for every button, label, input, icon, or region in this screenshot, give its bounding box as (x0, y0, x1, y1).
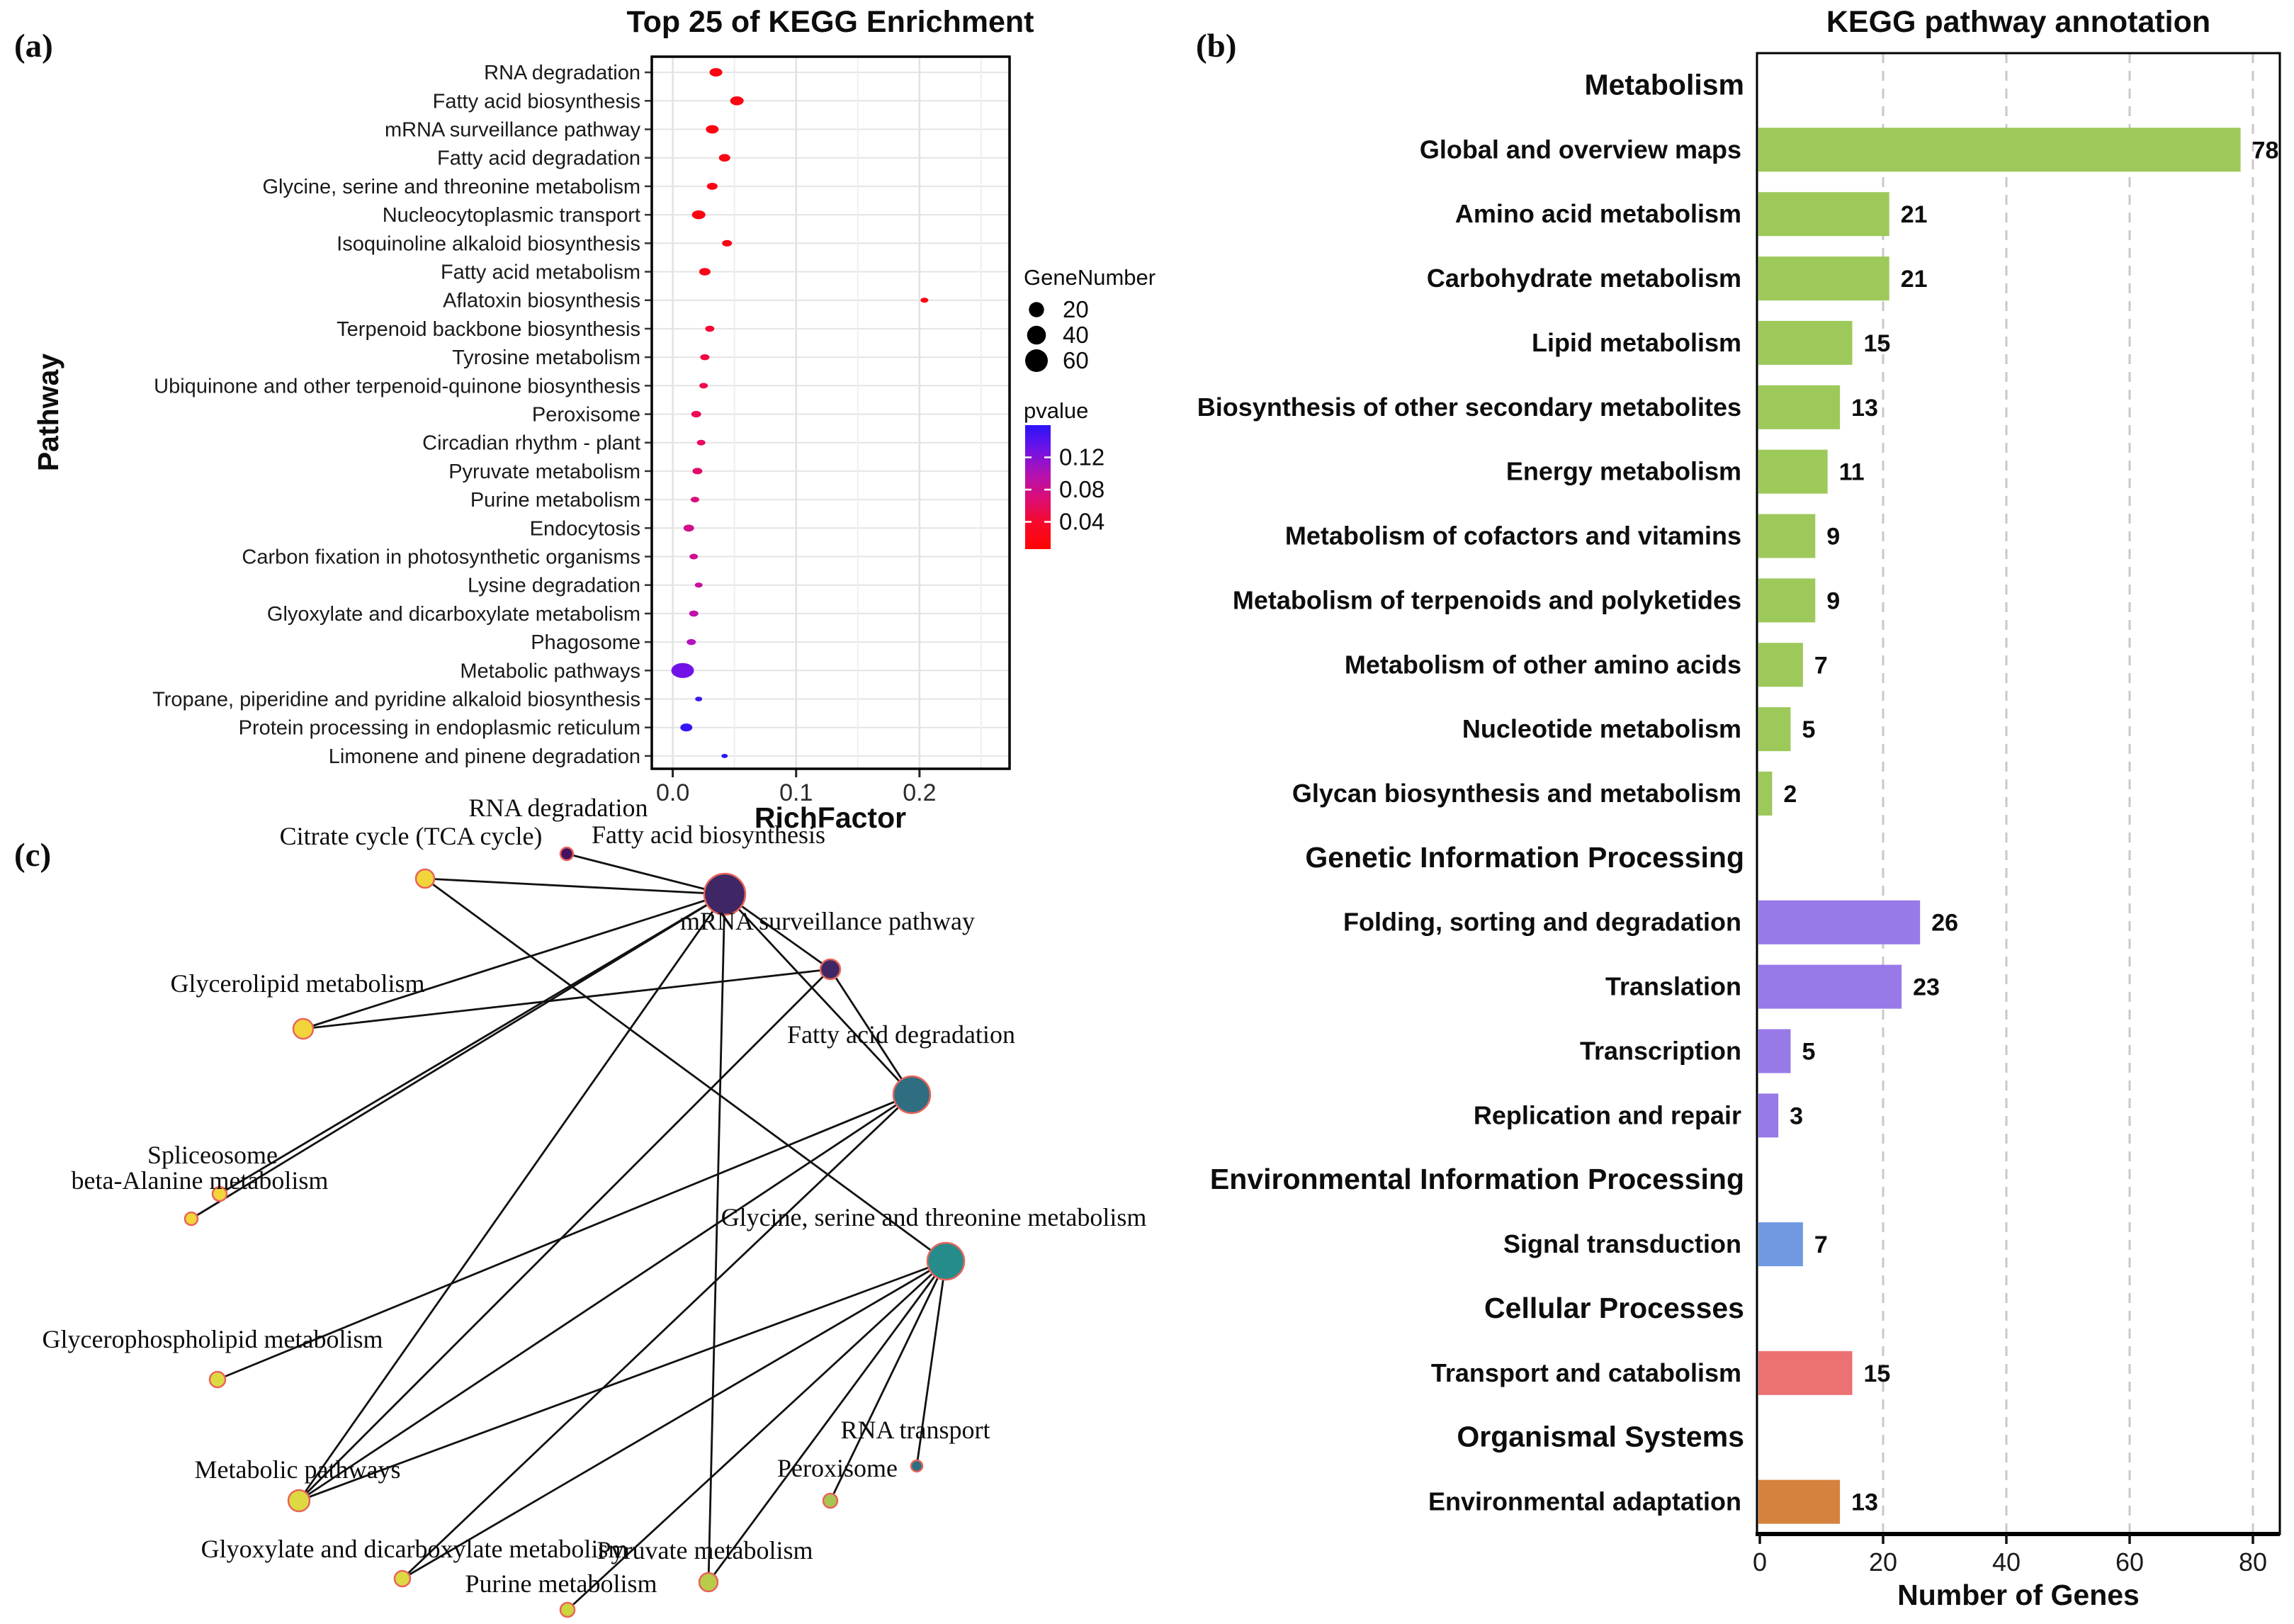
panel-a-title: Top 25 of KEGG Enrichment (626, 5, 1034, 39)
pvalue-legend-title: pvalue (1024, 398, 1089, 423)
annotation-bar (1758, 901, 1920, 944)
network-node-label: Purine metabolism (465, 1569, 657, 1598)
bar-value-label: 26 (1931, 909, 1959, 937)
enrichment-dot (691, 497, 699, 502)
category-group-header: Organismal Systems (1457, 1420, 1744, 1453)
bar-value-label: 78 (2251, 137, 2279, 164)
pvalue-tick-label: 0.08 (1059, 476, 1105, 502)
network-node-label: Glycine, serine and threonine metabolism (721, 1203, 1147, 1231)
enrichment-dot (691, 411, 701, 417)
pathway-axis-label: Metabolic pathways (460, 660, 640, 683)
pvalue-tick-label: 0.04 (1059, 508, 1105, 535)
network-node-rna-transport (911, 1460, 922, 1472)
panel-a-xaxis-title: RichFactor (754, 801, 907, 834)
annotation-bar (1758, 1029, 1791, 1073)
pathway-axis-label: Protein processing in endoplasmic reticulum (238, 716, 640, 740)
enrichment-dot (920, 298, 928, 303)
pathway-axis-label: Phagosome (531, 631, 640, 655)
panel-b-letter: (b) (1196, 28, 1237, 64)
enrichment-dot (730, 96, 744, 106)
annotation-bar (1758, 514, 1815, 558)
network-node-label: Glyoxylate and dicarboxylate metabolism (200, 1535, 628, 1563)
enrichment-dot (699, 268, 711, 276)
enrichment-dot (697, 440, 706, 446)
category-label: Environmental adaptation (1428, 1487, 1741, 1516)
x-tick-label: 80 (2238, 1547, 2268, 1577)
category-group-header: Cellular Processes (1484, 1291, 1744, 1324)
gene-number-legend-label: 20 (1063, 296, 1089, 322)
x-tick-label: 20 (1868, 1547, 1898, 1577)
bar-value-label: 15 (1863, 1360, 1891, 1387)
network-node-mrna-surveillance (820, 959, 840, 979)
network-node-beta-alanine (185, 1212, 198, 1225)
panel-a-letter: (a) (14, 28, 53, 64)
enrichment-dot (707, 183, 718, 190)
annotation-bar (1758, 1222, 1803, 1266)
network-node-label: Glycerophospholipid metabolism (42, 1325, 383, 1353)
network-node-label: Pyruvate metabolism (597, 1536, 813, 1564)
enrichment-dot (700, 354, 709, 361)
pathway-axis-label: Endocytosis (529, 517, 640, 541)
pathway-axis-label: Peroxisome (531, 403, 640, 427)
category-group-header: Genetic Information Processing (1305, 840, 1744, 874)
network-node-label: beta-Alanine metabolism (71, 1166, 329, 1195)
bar-value-label: 9 (1826, 587, 1841, 615)
gene-number-legend-dot (1027, 326, 1046, 345)
annotation-bar (1758, 450, 1828, 494)
pathway-axis-label: Tropane, piperidine and pyridine alkaloid biosynthesis (152, 688, 640, 711)
x-tick-label: 60 (2115, 1547, 2145, 1577)
enrichment-dot (719, 154, 730, 162)
annotation-bar (1758, 385, 1840, 429)
pathway-axis-label: RNA degradation (484, 62, 640, 85)
bar-value-label: 13 (1851, 1489, 1878, 1516)
network-node-metabolic-pathways (288, 1490, 310, 1511)
network-node-glycerolipid (293, 1019, 313, 1039)
annotation-bar (1758, 772, 1772, 816)
category-label: Biosynthesis of other secondary metabolites (1197, 392, 1741, 422)
x-tick-label: 40 (1991, 1547, 2021, 1577)
pathway-axis-label: Fatty acid degradation (437, 147, 640, 170)
network-node-label: Citrate cycle (TCA cycle) (279, 822, 543, 850)
annotation-bar (1758, 643, 1803, 687)
panel-b-title: KEGG pathway annotation (1826, 5, 2211, 39)
annotation-bar (1758, 1351, 1853, 1395)
enrichment-dot (684, 524, 694, 531)
annotation-bar (1758, 965, 1902, 1009)
network-edge (299, 1095, 912, 1501)
enrichment-dot (722, 240, 732, 247)
pathway-axis-label: Glycine, serine and threonine metabolism (262, 175, 640, 198)
gene-number-legend-label: 60 (1063, 347, 1089, 373)
enrichment-dot (689, 554, 698, 560)
enrichment-dot (695, 697, 702, 701)
category-label: Translation (1605, 971, 1741, 1001)
network-node-rna-degradation (560, 847, 573, 860)
pathway-axis-label: Fatty acid biosynthesis (432, 90, 640, 113)
pathway-axis-label: Ubiquinone and other terpenoid-quinone biosynthesis (154, 375, 640, 398)
gene-number-legend-dot (1025, 349, 1048, 372)
pvalue-tick-label: 0.12 (1059, 444, 1105, 470)
x-tick-label: 0.1 (779, 779, 813, 806)
bar-value-label: 2 (1783, 781, 1797, 808)
bar-value-label: 23 (1913, 974, 1940, 1001)
bar-value-label: 11 (1838, 458, 1865, 486)
panel-a-yaxis-title: Pathway (32, 353, 64, 472)
bar-value-label: 7 (1814, 1231, 1828, 1259)
panel-b-xaxis-title: Number of Genes (1897, 1579, 2140, 1611)
enrichment-dot (672, 663, 694, 678)
enrichment-dot (710, 68, 723, 77)
x-tick-label: 0.0 (655, 779, 690, 806)
gene-number-legend-title: GeneNumber (1024, 265, 1156, 290)
network-node-glycerophospholipid (210, 1372, 225, 1387)
panel-b-annotation-chart (1197, 53, 2280, 1577)
pathway-axis-label: Lysine degradation (468, 574, 640, 597)
bar-value-label: 15 (1863, 329, 1891, 357)
pathway-axis-label: Terpenoid backbone biosynthesis (337, 317, 640, 341)
x-tick-label: 0 (1752, 1547, 1768, 1577)
network-node-citrate-cycle (416, 869, 434, 888)
bar-value-label: 5 (1802, 716, 1816, 744)
annotation-bar (1758, 707, 1791, 751)
category-group-header: Metabolism (1584, 68, 1744, 101)
bar-value-label: 21 (1900, 266, 1928, 293)
network-node-label: Glycerolipid metabolism (170, 969, 425, 998)
network-node-label: Fatty acid biosynthesis (592, 821, 825, 849)
pathway-axis-label: Nucleocytoplasmic transport (382, 204, 640, 227)
network-node-pyruvate (699, 1573, 718, 1591)
bar-value-label: 5 (1802, 1038, 1816, 1066)
category-label: Signal transduction (1503, 1229, 1741, 1259)
network-node-fatty-acid-degradation (893, 1076, 930, 1113)
category-label: Glycan biosynthesis and metabolism (1292, 779, 1741, 808)
category-label: Transcription (1579, 1036, 1741, 1066)
category-label: Metabolism of terpenoids and polyketides (1232, 585, 1741, 615)
pathway-axis-label: Isoquinoline alkaloid biosynthesis (337, 232, 640, 256)
network-edge (425, 879, 725, 894)
category-label: Metabolism of other amino acids (1344, 650, 1741, 680)
panel-c-network-graph (43, 794, 1147, 1617)
enrichment-dot (706, 125, 718, 134)
enrichment-dot (686, 639, 696, 645)
enrichment-dot (705, 326, 714, 332)
pathway-axis-label: Purine metabolism (470, 489, 640, 512)
network-node-label: mRNA surveillance pathway (680, 907, 975, 935)
pathway-axis-label: mRNA surveillance pathway (384, 118, 640, 142)
bar-value-label: 9 (1826, 523, 1841, 551)
category-label: Folding, sorting and degradation (1343, 907, 1741, 937)
category-label: Energy metabolism (1505, 456, 1741, 486)
gene-number-legend-dot (1029, 302, 1044, 317)
pathway-axis-label: Aflatoxin biosynthesis (443, 289, 640, 312)
bar-value-label: 21 (1900, 201, 1928, 229)
network-node-peroxisome (823, 1494, 837, 1508)
network-node-label: Peroxisome (777, 1454, 898, 1482)
pathway-axis-label: Tyrosine metabolism (452, 346, 640, 370)
category-label: Lipid metabolism (1531, 327, 1741, 357)
pathway-axis-label: Glyoxylate and dicarboxylate metabolism (266, 602, 640, 626)
category-label: Carbohydrate metabolism (1426, 264, 1741, 293)
category-label: Metabolism of cofactors and vitamins (1284, 521, 1741, 551)
pvalue-colorbar (1025, 425, 1051, 549)
enrichment-dot (689, 611, 699, 617)
bar-value-label: 3 (1790, 1103, 1804, 1130)
plot-background (652, 57, 1010, 769)
bar-value-label: 7 (1814, 652, 1828, 680)
network-node-label: Metabolic pathways (194, 1455, 401, 1484)
enrichment-dot (721, 754, 728, 758)
category-label: Nucleotide metabolism (1462, 714, 1741, 744)
panel-c-letter: (c) (14, 837, 52, 874)
pathway-axis-label: Limonene and pinene degradation (328, 745, 640, 768)
network-node-glyoxylate (395, 1571, 410, 1586)
annotation-bar (1758, 128, 2241, 171)
x-tick-label: 0.2 (903, 779, 937, 806)
annotation-bar (1758, 578, 1815, 622)
category-group-header: Environmental Information Processing (1209, 1163, 1744, 1196)
annotation-bar (1758, 192, 1889, 236)
network-node-label: Spliceosome (147, 1141, 278, 1169)
network-node-glycine-serine (927, 1243, 964, 1280)
bar-value-label: 13 (1851, 394, 1878, 422)
network-edge (299, 969, 830, 1501)
category-label: Global and overview maps (1419, 135, 1741, 164)
enrichment-dot (680, 723, 692, 731)
pathway-axis-label: Carbon fixation in photosynthetic organisms (242, 546, 640, 569)
pathway-axis-label: Pyruvate metabolism (448, 460, 640, 483)
network-node-label: Fatty acid degradation (787, 1020, 1015, 1049)
category-label: Amino acid metabolism (1454, 199, 1741, 229)
network-edge (303, 894, 725, 1029)
annotation-bar (1758, 1093, 1778, 1137)
network-node-label: RNA degradation (468, 794, 648, 822)
panel-a-enrichment-plot (152, 57, 1010, 806)
category-label: Transport and catabolism (1430, 1358, 1741, 1387)
enrichment-dot (692, 468, 702, 474)
enrichment-dot (692, 210, 706, 220)
network-node-label: RNA transport (840, 1416, 990, 1444)
pathway-axis-label: Circadian rhythm - plant (422, 432, 640, 455)
category-label: Replication and repair (1473, 1100, 1741, 1130)
gene-number-legend-label: 40 (1063, 322, 1089, 348)
annotation-bar (1758, 1480, 1840, 1524)
annotation-bar (1758, 256, 1889, 300)
annotation-bar (1758, 321, 1853, 365)
network-node-purine (560, 1603, 575, 1617)
enrichment-dot (699, 383, 708, 388)
enrichment-dot (695, 582, 703, 587)
pathway-axis-label: Fatty acid metabolism (440, 261, 640, 284)
